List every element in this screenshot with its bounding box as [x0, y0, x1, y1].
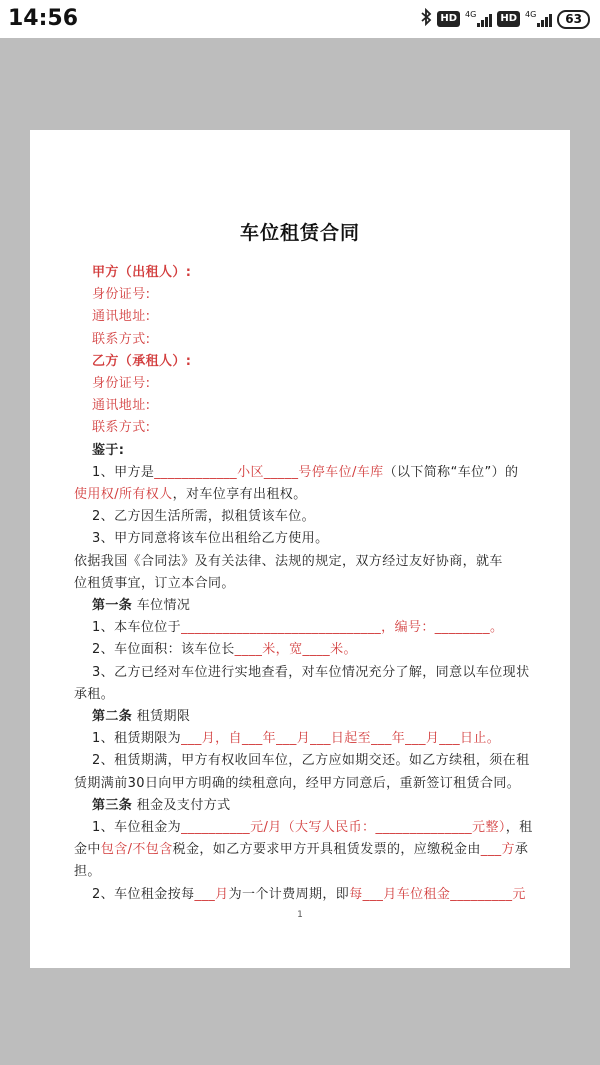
text-segment: 鉴于:: [92, 442, 125, 458]
document-line: [92, 328, 150, 347]
text-segment: _____________________________，编号：________。: [181, 620, 504, 636]
text-segment: 使用权/所有权人: [74, 487, 173, 502]
text-segment: 金中: [74, 842, 101, 858]
signal-1: [465, 11, 492, 27]
status-time: 14:56: [8, 6, 79, 31]
text-segment: 担。: [74, 864, 101, 880]
document-line: [92, 372, 150, 391]
text-segment: 位租赁事宜，订立本合同。: [74, 575, 235, 591]
document-line: [92, 461, 518, 480]
signal-bars-2-icon: [537, 13, 552, 27]
document-title: 车位租赁合同: [239, 222, 360, 244]
text-segment: 第三条: [92, 797, 133, 813]
document-page[interactable]: [30, 130, 570, 968]
text-segment: ____米，宽____米。: [234, 642, 357, 658]
text-segment: 承租。: [74, 686, 115, 702]
text-segment: 身份证号:: [92, 287, 151, 303]
document-line: [92, 749, 529, 768]
document-line: [92, 527, 328, 546]
document-line: [92, 661, 529, 680]
document-line: [92, 305, 150, 324]
document-line: [92, 727, 500, 746]
text-segment: 第一条: [92, 598, 133, 613]
text-segment: 税金，如乙方要求甲方开具租赁发票的，应缴税金由: [172, 842, 481, 858]
text-segment: 第二条: [92, 709, 133, 724]
document-line: [92, 283, 150, 302]
text-segment: 通讯地址:: [92, 398, 151, 414]
document-line: [74, 483, 307, 502]
signal-bars-1-icon: [477, 13, 492, 27]
text-segment: 租金及支付方式: [132, 797, 231, 813]
text-segment: 每___月车位租金_________元: [349, 886, 526, 902]
text-segment: 联系方式:: [92, 420, 151, 436]
hd-badge-2: HD: [497, 11, 520, 27]
bluetooth-icon: [420, 8, 432, 30]
text-segment: 赁期满前30日向甲方明确的续租意向，经甲方同意后，重新签订租赁合同。: [74, 775, 521, 791]
document-line: [92, 705, 190, 724]
text-segment: 依据我国《合同法》及有关法律、法规的规定，双方经过友好协商，就车: [74, 553, 503, 569]
document-line: [74, 838, 528, 857]
text-segment: 承: [514, 842, 529, 858]
document-line: [92, 261, 191, 280]
page-number: 1: [297, 910, 303, 920]
document-line: [92, 816, 533, 835]
document-line: [74, 683, 114, 702]
text-segment: 车位情况: [132, 598, 191, 613]
text-segment: 乙方（承租人）:: [92, 353, 192, 369]
document-line: [92, 350, 191, 369]
text-segment: 1、甲方是: [92, 464, 155, 480]
network-type-1: 4G: [465, 10, 477, 19]
document-line: [74, 572, 235, 591]
status-icons: [420, 8, 590, 30]
text-segment: 通讯地址:: [92, 309, 151, 325]
text-segment: 3、甲方同意将该车位出租给乙方使用。: [92, 531, 329, 547]
document-line: [92, 616, 503, 635]
document-line: [92, 439, 124, 458]
document-line: [92, 416, 150, 435]
document-line: [74, 860, 101, 879]
signal-2: [525, 11, 552, 27]
text-segment: 3、乙方已经对车位进行实地查看，对车位情况充分了解，同意以车位现状: [92, 664, 530, 680]
document-line: [92, 594, 190, 613]
text-segment: ，租: [505, 820, 533, 835]
document-line: [92, 883, 526, 902]
text-segment: ___方: [480, 842, 515, 858]
document-line: [74, 772, 520, 791]
document-line: [92, 394, 150, 413]
text-segment: 2、车位面积：该车位长: [92, 642, 235, 658]
hd-badge-1: HD: [437, 11, 460, 27]
text-segment: ____________小区_____号停车位/车库: [154, 464, 384, 480]
text-segment: 2、车位租金按每: [92, 886, 195, 902]
document-line: [74, 550, 503, 569]
text-segment: 2、乙方因生活所需，拟租赁该车位。: [92, 509, 316, 525]
text-segment: 甲方（出租人）:: [92, 265, 192, 280]
document-line: [92, 505, 315, 524]
text-segment: 1、租赁期限为: [92, 731, 182, 747]
text-segment: 1、本车位位于: [92, 620, 182, 636]
document-line: [92, 794, 231, 813]
text-segment: 身份证号:: [92, 376, 151, 391]
text-segment: 2、租赁期满，甲方有权收回车位，乙方应如期交还。如乙方续租，须在租: [92, 753, 530, 769]
text-segment: 租赁期限: [132, 709, 191, 724]
text-segment: （以下简称“车位”）的: [383, 464, 519, 480]
network-type-2: 4G: [525, 10, 537, 19]
text-segment: 为一个计费周期，即: [228, 886, 350, 902]
text-segment: 1、车位租金为: [92, 820, 182, 835]
document-line: [92, 638, 357, 657]
text-segment: 联系方式:: [92, 331, 151, 347]
text-segment: ___月: [194, 886, 229, 902]
status-bar: [0, 0, 600, 38]
battery-icon: 63: [557, 10, 590, 29]
text-segment: ___月，自___年___月___日起至___年___月___日止。: [181, 731, 501, 747]
text-segment: __________元/月（大写人民币：______________元整）: [181, 820, 506, 835]
text-segment: 包含/不包含: [100, 842, 173, 858]
text-segment: ，对车位享有出租权。: [172, 487, 307, 502]
